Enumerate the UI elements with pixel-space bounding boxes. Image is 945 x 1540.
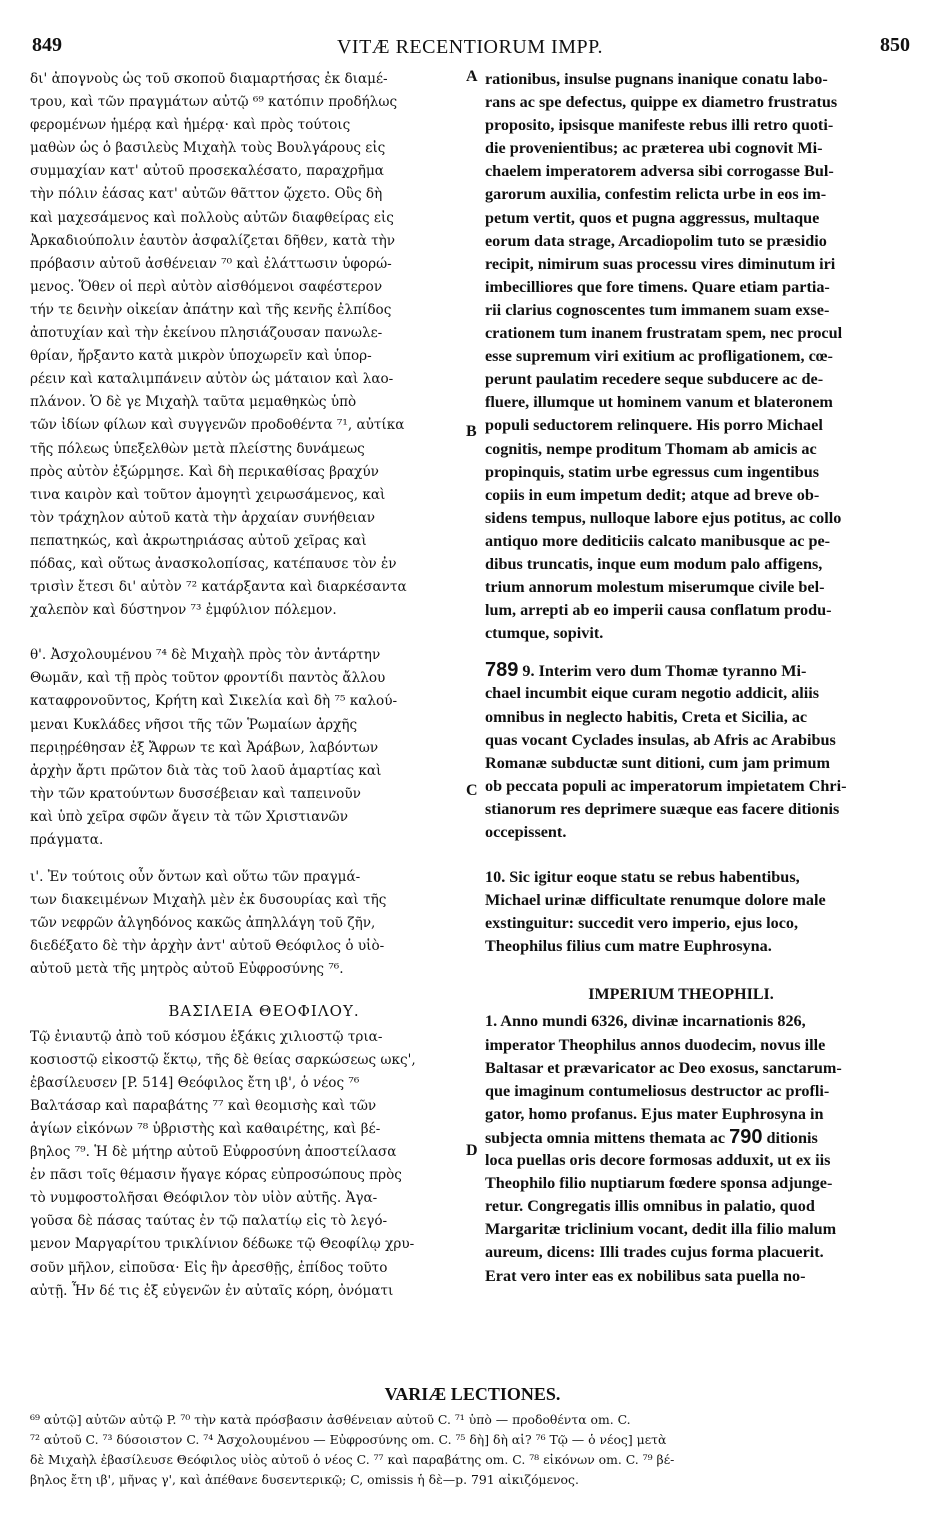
text-line: ι'. Ἐν τούτοις οὖν ὄντων καὶ οὕτω τῶν πραγμά- <box>30 869 361 886</box>
text-line: populi seductorem relinquere. His porro Michael <box>485 416 823 435</box>
text-line: Romanæ subductæ sunt ditioni, cum jam primum <box>485 753 830 772</box>
text-line: que imaginum contumeliosus destructor ac profli- <box>485 1081 830 1100</box>
text-line: Theophilus filius cum matre Euphrosyna. <box>485 937 772 956</box>
text-line: πεπατηκώς, καὶ ἀκρωτηριάσας αὐτοῦ χεῖρας καὶ <box>30 532 367 549</box>
text-line: rans ac spe defectus, quippe ex diametro frustratus <box>485 93 838 112</box>
text-line: rationibus, insulse pugnans inanique conatu labo- <box>485 70 828 88</box>
footnote-line: ⁷² αὐτοῦ C. ⁷³ δύσοιστον C. ⁷⁴ Ἀσχολουμένου — Εὐφροσύνης om. C. ⁷⁵ δὴ] δὴ αἱ? ⁷⁶ Τῷ — ὁ νέος] μετὰ <box>30 1432 667 1447</box>
text-line: petum vertit, quos et pugna aggressus, multaque <box>485 208 820 227</box>
text-line: aureum, dicens: Illi trades cujus forma placuerit. <box>485 1243 824 1262</box>
text-line: chael incumbit eique curam negotio addicit, aliis <box>485 684 820 703</box>
text-line: θρίαν, ἤρξαντο κατὰ μικρὸν ὑποχωρεῖν καὶ ὑπορ- <box>30 348 372 365</box>
text-line: imperator Theophilus annos duodecim, novus ille <box>485 1035 826 1054</box>
text-line: ρέειν καὶ καταλιμπάνειν αὐτὸν ὡς μάταιον καὶ λαο- <box>30 371 394 388</box>
text-line: gator, homo profanus. Ejus mater Euphrosyna in <box>485 1104 824 1123</box>
page-header <box>30 34 910 64</box>
latin-paragraph-3 <box>485 866 907 958</box>
text-line: συμμαχίαν κατ' αὐτοῦ προσεκαλέσατο, παραχρῆμα <box>30 163 384 180</box>
text-line: Ἀρκαδιούπολιν ἑαυτὸν ἀσφαλίζεται δῆθεν, κατὰ τὴν <box>30 232 396 249</box>
latin-section-title: IMPERIUM THEOPHILI. <box>588 986 774 1004</box>
text-line: τρου, καὶ τῶν πραγμάτων αὐτῷ ⁶⁹ κατόπιν προδήλως <box>30 94 398 111</box>
text-line: Margaritæ triclinium vocant, dedit illa filio malum <box>485 1220 837 1239</box>
margin-marker-d: D <box>466 1142 478 1159</box>
text-line: stianorum res deprimere suæque eas facere ditionis <box>485 799 840 818</box>
text-line: τῶν νεφρῶν ἀλγηδόνος κακῶς ἀπηλλάγη τοῦ ζῆν, <box>30 915 376 932</box>
footnote-line: δὲ Μιχαὴλ ἐβασίλευσε Θεόφιλος υἱὸς αὐτοῦ ὁ νέος C. ⁷⁷ καὶ παραβάτης om. C. ⁷⁸ εἰκόνων om. C. ⁷⁹ βέ- <box>30 1452 675 1467</box>
page-ref-number-789: 789 <box>485 659 519 682</box>
text-line: τινα καιρὸν καὶ τοῦτον ἀμογητὶ χειρωσάμενος, καὶ <box>30 486 386 503</box>
text-line: ἁγίων εἰκόνων ⁷⁸ ὑβριστὴς καὶ καθαιρέτης, καὶ βέ- <box>30 1120 381 1137</box>
text-line: τὸ νυμφοστολῆσαι Θεόφιλον τὸν υἱὸν αὐτῆς. Ἀγα- <box>30 1190 378 1207</box>
latin-paragraph-4a <box>485 1010 907 1125</box>
page-ref-number-790: 790 <box>729 1125 763 1148</box>
text-line: Erat vero inter eas ex nobilibus sata puella no- <box>485 1266 806 1285</box>
text-line: σοῦν μῆλον, εἰποῦσα· Εἰς ἣν ἀρεσθῇς, ἐπίδος τοῦτο <box>30 1259 388 1276</box>
text-line: lum, arrepti ab eo imperii causa conflatum produ- <box>485 601 832 620</box>
text-line: θ'. Ἀσχολουμένου ⁷⁴ δὲ Μιχαὴλ πρὸς τὸν ἀντάρτην <box>30 647 381 664</box>
text-line: dibus truncatis, inque eum modum palo affigens, <box>485 554 823 573</box>
margin-marker-c: C <box>466 782 478 799</box>
text-line: propinquis, statim urbe egressus cum ingentibus <box>485 462 820 481</box>
text-line: ἐν πᾶσι τοῖς θέμασιν ἤγαγε κόρας εὐπροσώπους πρὸς <box>30 1167 402 1184</box>
latin-column <box>485 68 907 1288</box>
text-line: τῶν ἰδίων φίλων καὶ συγγενῶν προδοθέντα ⁷¹, αὐτίκα <box>30 417 405 434</box>
text-line: recipit, nimirum suas processu vires diminutum iri <box>485 254 836 273</box>
latin-paragraph-2 <box>485 682 907 844</box>
text-line: των διακειμένων Μιχαὴλ μὲν ἐκ δυσουρίας καὶ τῆς <box>30 892 387 909</box>
text-line: φερομένων ἡμέρᾳ καὶ ἡμέρᾳ· καὶ πρὸς τούτοις <box>30 117 351 134</box>
text-line: Michael urinæ difficultate renumque dolore male <box>485 891 826 910</box>
greek-paragraph-3 <box>30 866 458 981</box>
text-line: τὴν πόλιν ἐάσας κατ' αὐτῶν θᾶττον ᾤχετο. Οὓς δὴ <box>30 186 383 203</box>
text-line: πλάνον. Ὁ δὲ γε Μιχαὴλ ταῦτα μεμαθηκὼς ὑπὸ <box>30 394 357 411</box>
greek-column <box>30 68 458 1303</box>
text-line: βηλος ⁷⁹. Ἡ δὲ μήτηρ αὐτοῦ Εὐφροσύνη ἀποστείλασα <box>30 1144 397 1161</box>
text-line: 10. Sic igitur eoque statu se rebus habentibus, <box>485 868 800 887</box>
text-line: τῆς πόλεως ὑπεξελθὼν μετὰ πλείστης δυνάμεως <box>30 440 365 457</box>
greek-paragraph-4 <box>30 1026 458 1303</box>
text-line: die provenientibus; ac præterea ubi cognovit Mi- <box>485 139 823 158</box>
greek-paragraph-2 <box>30 644 458 852</box>
latin-paragraph-4b <box>485 1149 907 1288</box>
text-line: retur. Congregatis illis omnibus in palatio, quod <box>485 1197 815 1216</box>
text-line: μαθὼν ὡς ὁ βασιλεὺς Μιχαὴλ τοὺς Βουλγάρους εἰς <box>30 140 386 157</box>
text-line: πρόβασιν αὐτοῦ ἀσθένειαν ⁷⁰ καὶ ἐλάττωσιν ὑφορώ- <box>30 255 392 272</box>
footnote-line: ⁶⁹ αὐτῷ] αὐτῶν αὐτῷ P. ⁷⁰ τὴν κατὰ πρόσβασιν ἀσθένειαν αὐτοῦ C. ⁷¹ ὑπὸ — προδοθέντα om. C. <box>30 1412 631 1427</box>
text-line: πράγματα. <box>30 832 104 848</box>
text-line: τρισὶν ἔτεσι δι' αὐτὸν ⁷² κατάρξαντα καὶ διαρκέσαντα <box>30 579 407 596</box>
text-line: rii clarius cognoscentes tum immanem suam exse- <box>485 300 830 319</box>
text-line: proposito, ipsisque manifeste rebus illi retro quoti- <box>485 116 834 135</box>
text-line: κοσιοστῷ εἰκοστῷ ἕκτῳ, τῆς δὲ θείας σαρκώσεως ωκς', <box>30 1051 416 1068</box>
text-line: sidens tempus, nulloque labore ejus potitus, ac collo <box>485 508 842 527</box>
text-line: τήν τε δεινὴν οἰκείαν ἀπάτην καὶ τῆς κενῆς ἐλπίδος <box>30 301 392 318</box>
text-line: καταφρονοῦντος, Κρήτη καὶ Σικελία καὶ δὴ ⁷⁵ καλού- <box>30 693 398 710</box>
text-line: μεναι Κυκλάδες νῆσοι τῆς τῶν Ῥωμαίων ἀρχῆς <box>30 716 358 733</box>
text-line: Theophilo filio nuptiarum fœdere sponsa adjunge- <box>485 1174 833 1193</box>
text-line: Βαλτάσαρ καὶ παραβάτης ⁷⁷ καὶ θεομισὴς καὶ τῶν <box>30 1097 377 1114</box>
margin-marker-b: B <box>466 423 477 440</box>
text-line: ob peccata populi ac imperatorum impietatem Chri- <box>485 776 847 795</box>
text-line: omnibus in neglecto habitis, Creta et Sicilia, ac <box>485 707 808 726</box>
page-number-right: 850 <box>880 34 910 56</box>
text-line: loca puellas oris decore formosas adduxit, ut ex iis <box>485 1151 831 1170</box>
text-line: Baltasar et prævaricator ac Deo exosus, sanctarum- <box>485 1058 842 1077</box>
text-line: ἀρχὴν ἄρτι πρῶτον διὰ τὰς τοῦ λαοῦ ἁμαρτίας καὶ <box>30 762 382 779</box>
text-line: ἀποτυχίαν καὶ τὴν ἐκείνου πλησιάζουσαν πανωλε- <box>30 325 383 342</box>
text-line: γοῦσα δὲ πάσας ταύτας ἐν τῷ παλατίῳ εἰς τὸ λεγό- <box>30 1213 388 1230</box>
text-line: trium annorum molestum miserumque civile bel- <box>485 578 825 597</box>
text-line: cognitis, nempe proditum Thomam ab amicis ac <box>485 439 817 458</box>
text-line: μενον Μαργαρίτου τρικλίνιον δέδωκε τῷ Θεοφίλῳ χρυ- <box>30 1236 415 1253</box>
text-line: antiquo more dediticiis calcato manibusque ac pe- <box>485 531 831 550</box>
text-line: perunt paulatim recedere seque subducere ac de- <box>485 370 824 389</box>
text-line: καὶ μαχεσάμενος καὶ πολλοὺς αὐτῶν διαφθείρας εἰς <box>30 209 394 226</box>
running-title: VITÆ RECENTIORUM IMPP. <box>336 36 604 58</box>
footnotes <box>30 1410 912 1490</box>
text-line: Τῷ ἐνιαυτῷ ἀπὸ τοῦ κόσμου ἑξάκις χιλιοστῷ τρια- <box>30 1028 383 1045</box>
text-line: πόδας, καὶ οὕτως ἀνασκολοπίσας, κατέπαυσε τὸν ἐν <box>30 555 397 572</box>
text-line: quas vocant Cyclades insulas, ab Afris ac Arabibus <box>485 730 836 749</box>
text-line: imbecilliores que fore timens. Quare etiam partia- <box>485 277 830 296</box>
variae-lectiones-title: VARIÆ LECTIONES. <box>384 1384 561 1404</box>
text-line: chaelem imperatorem adversa sibi corrogasse Bul- <box>485 162 834 181</box>
text-line: μενος. Ὅθεν οἱ περὶ αὐτὸν αἰσθόμενοι σαφέστερον <box>30 278 383 295</box>
text-line: ctumque, sopivit. <box>485 624 604 643</box>
greek-paragraph-1 <box>30 68 458 622</box>
text-line: περιῃρέθησαν ἐξ Ἄφρων τε καὶ Ἀράβων, λαβόντων <box>30 739 379 756</box>
text-line: τὸν τράχηλον αὐτοῦ κατὰ τὴν ἀρχαίαν συνήθειαν <box>30 509 376 526</box>
text-line: χαλεπὸν καὶ δύστηνον ⁷³ ἐμφύλιον πόλεμον. <box>30 602 337 619</box>
greek-section-title: ΒΑΣΙΛΕΙΑ ΘΕΟΦΙΛΟΥ. <box>168 1001 360 1020</box>
text-line: esse supremum viri exitium ac profligationem, cœ- <box>485 347 833 366</box>
text-line: garorum auxilia, confestim relicta urbe in eos im- <box>485 185 827 204</box>
page-number-left: 849 <box>32 34 62 56</box>
margin-marker-a: A <box>466 68 478 85</box>
text-line: copiis in eum impetum dedit; atque ad breve ob- <box>485 485 820 504</box>
text-line: occepissent. <box>485 823 567 841</box>
latin-line-with-page-ref: subjecta omnia mittens themata ac 790 ditionis <box>485 1125 818 1148</box>
text-line: Θωμᾶν, καὶ τῇ πρὸς τοῦτον φροντίδι παντὸς ἄλλου <box>30 670 386 687</box>
text-line: διεδέξατο δὲ τὴν ἀρχὴν ἀντ' αὐτοῦ Θεόφιλος ὁ υἱὸ- <box>30 938 385 955</box>
text-line: δι' ἀπογνοὺς ὡς τοῦ σκοποῦ διαμαρτήσας ἐκ διαμέ- <box>30 71 388 87</box>
latin-paragraph-1 <box>485 68 907 645</box>
text-line: καὶ ὑπὸ χεῖρα σφῶν ἄγειν τὰ τῶν Χριστιανῶν <box>30 808 348 825</box>
text-line: πρὸς αὐτὸν ἐξώρμησε. Καὶ δὴ περικαθίσας βραχύν <box>30 463 379 480</box>
text-line: crationem tum inanem frustratam spem, nec procul <box>485 324 843 343</box>
text-line: fluere, illumque ut hominem vanum et blateronem <box>485 393 833 412</box>
text-line: eorum data strage, Arcadiopolim tuto se præsidio <box>485 231 827 250</box>
text-line: ἐβασίλευσεν [P. 514] Θεόφιλος ἔτη ιβ', ὁ νέος ⁷⁶ <box>30 1074 360 1091</box>
text-line: 1. Anno mundi 6326, divinæ incarnationis 826, <box>485 1012 806 1031</box>
latin-paragraph-2-first-line: 789 9. Interim vero dum Thomæ tyranno Mi- <box>485 659 807 682</box>
text-line: αὐτῇ. Ἦν δέ τις ἐξ εὐγενῶν ἐν αὐταῖς κόρη, ὀνόματι <box>30 1282 394 1299</box>
text-line: exstinguitur: succedit vero imperio, ejus loco, <box>485 914 799 933</box>
text-line: τὴν τῶν κρατούντων δυσσέβειαν καὶ ταπεινοῦν <box>30 785 361 802</box>
footnote-line: βηλος ἔτη ιβ', μῆνας γ', καὶ ἀπέθανε δυσεντερικῷ; C, omissis ἡ δὲ—p. 791 αἰκιζόμενος. <box>30 1472 579 1487</box>
text-line: αὐτοῦ μετὰ τῆς μητρὸς αὐτοῦ Εὐφροσύνης ⁷⁶. <box>30 961 344 978</box>
